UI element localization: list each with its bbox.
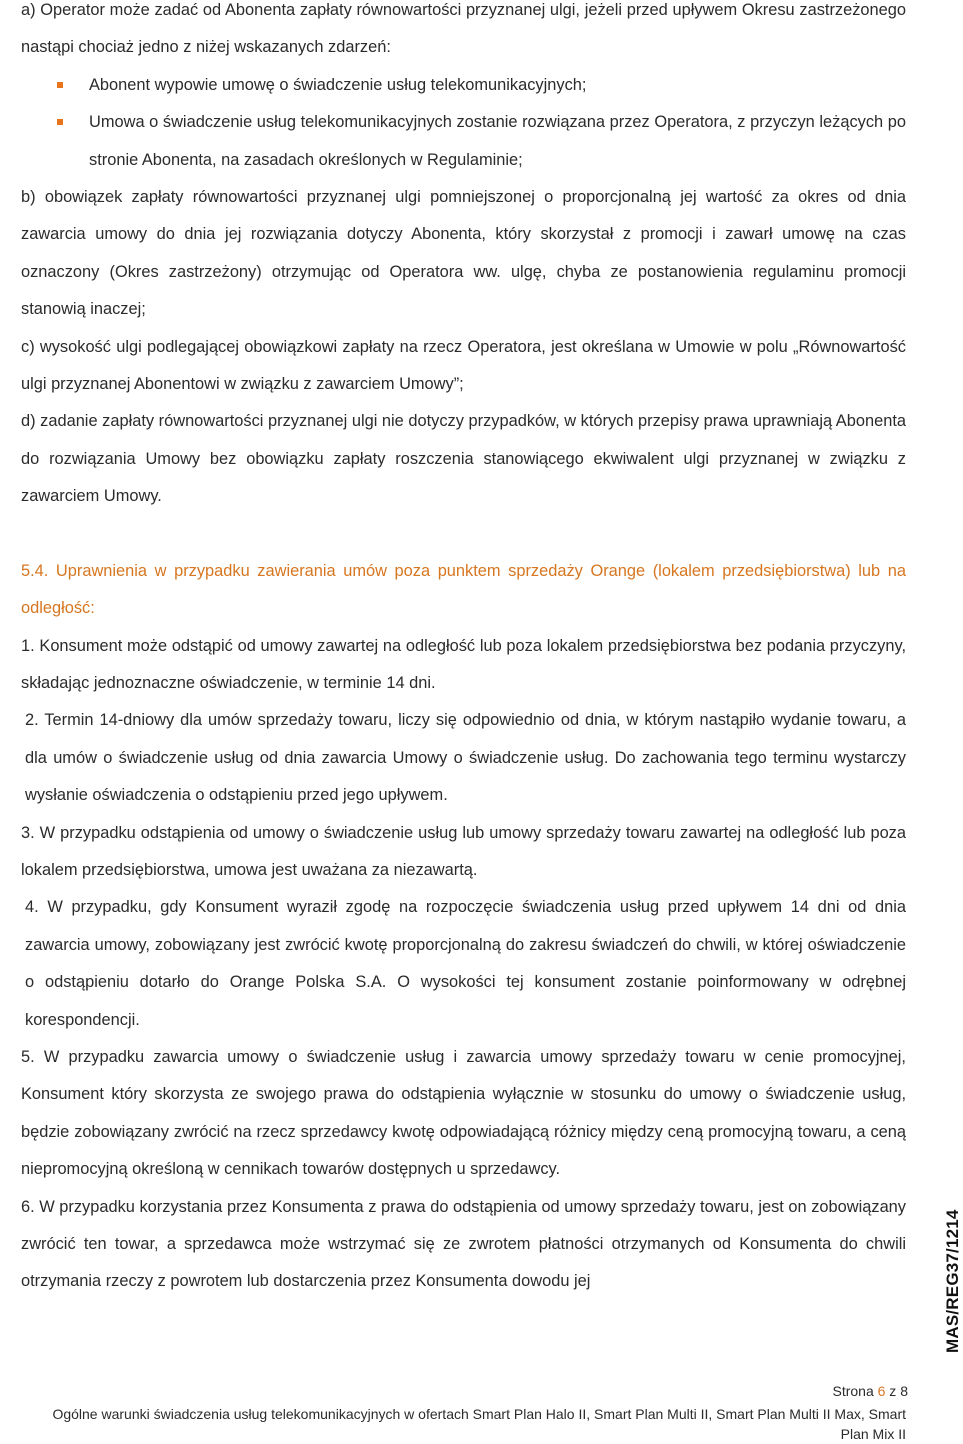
numbered-item: 4. W przypadku, gdy Konsument wyraził zgodę na rozpoczęcie świadczenia usług przed upływem 14 dni od dnia zawarcia umowy, zobowiązany jest zwrócić kwotę proporcjonalną do zakresu świadczeń do chwili, w której oświadczenie o odstąpieniu dotarło do Orange Polska S.A. O wysokości tej konsument zostanie poinformowany w odrębnej korespondencji. [25, 898, 906, 1029]
document-body [21, 0, 906, 1301]
document-code: MAS/REG37/1214 [943, 1209, 962, 1353]
numbered-item: 2. Termin 14-dniowy dla umów sprzedaży towaru, liczy się odpowiednio od dnia, w którym nastąpiło wydanie towaru, a dla umów o świadczenie usług od dnia zawarcia Umowy o świadczenie usług. Do zachowania tego terminu wystarczy wysłanie oświadczenia o odstąpieniu przed jego upływem. [25, 711, 906, 805]
page-current: 6 [877, 1383, 886, 1399]
section-heading: 5.4. Uprawnienia w przypadku zawierania umów poza punktem sprzedaży Orange (lokalem przedsiębiorstwa) lub na odległość: [21, 561, 906, 618]
footer-title: Ogólne warunki świadczenia usług telekomunikacyjnych w ofertach Smart Plan Halo II, Smart Plan Multi II, Smart Plan Multi II Max, Smart Plan Mix II [52, 1406, 906, 1442]
paragraph-a: a) Operator może zadać od Abonenta zapłaty równowartości przyznanej ulgi, jeżeli przed upływem Okresu zastrzeżonego nastąpi chociaż jedno z niżej wskazanych zdarzeń: [21, 1, 906, 57]
numbered-item: 3. W przypadku odstąpienia od umowy o świadczenie usług lub umowy sprzedaży towaru zawartej na odległość lub poza lokalem przedsiębiorstwa, umowa jest uważana za niezawartą. [21, 823, 906, 879]
page-separator: z [885, 1383, 901, 1399]
paragraph-d: d) zadanie zapłaty równowartości przyznanej ulgi nie dotyczy przypadków, w których przepisy prawa uprawniają Abonenta do rozwiązania Umowy bez obowiązku zapłaty roszczenia stanowiącego ekwiwalent ulgi przyznanej w związku z zawarciem Umowy. [21, 412, 906, 506]
paragraph-c: c) wysokość ulgi podlegającej obowiązkowi zapłaty na rzecz Operatora, jest określana w Umowie w polu „Równowartość ulgi przyznanej Abonentowi w związku z zawarciem Umowy”; [21, 337, 906, 394]
page-prefix: Strona [832, 1383, 878, 1399]
spacer [21, 516, 906, 553]
event-list-item: Abonent wypowie umowę o świadczenie usług telekomunikacyjnych; [89, 67, 906, 104]
event-list-item: Umowa o świadczenie usług telekomunikacyjnych zostanie rozwiązana przez Operatora, z przyczyn leżących po stronie Abonenta, na zasadach określonych w Regulaminie; [89, 104, 906, 179]
numbered-item: 1. Konsument może odstąpić od umowy zawartej na odległość lub poza lokalem przedsiębiorstwa bez podania przyczyny, składając jednoznaczne oświadczenie, w terminie 14 dni. [21, 636, 906, 692]
numbered-item: 5. W przypadku zawarcia umowy o świadczenie usług i zawarcia umowy sprzedaży towaru w cenie promocyjnej, Konsument który skorzysta ze swojego prawa do odstąpienia wyłącznie w stosunku do umowy o świadczenie usług, będzie zobowiązany zwrócić na rzecz sprzedawcy kwotę odpowiadającą różnicy między ceną promocyjną towaru, a ceną niepromocyjną określoną w cennikach towarów dostępnych u sprzedawcy. [21, 1047, 906, 1179]
page-total: 8 [900, 1383, 908, 1399]
numbered-item: 6. W przypadku korzystania przez Konsumenta z prawa do odstąpienia od umowy sprzedaży towaru, jest on zobowiązany zwrócić ten towar, a sprzedawca może wstrzymać się ze zwrotem płatności otrzymanych od Konsumenta do chwili otrzymania rzeczy z powrotem lub dostarczenia przez Konsumenta dowodu jej [21, 1197, 906, 1291]
event-list [21, 67, 906, 179]
paragraph-b: b) obowiązek zapłaty równowartości przyznanej ulgi pomniejszonej o proporcjonalną jej wartość za okres od dnia zawarcia umowy do dnia jej rozwiązania dotyczy Abonenta, który skorzystał z promocji i zawarł umowę na czas oznaczony (Okres zastrzeżony) otrzymując od Operatora ww. ulgę, chyba ze postanowienia regulaminu promocji stanowią inaczej; [21, 188, 906, 319]
page-number [832, 1383, 908, 1399]
